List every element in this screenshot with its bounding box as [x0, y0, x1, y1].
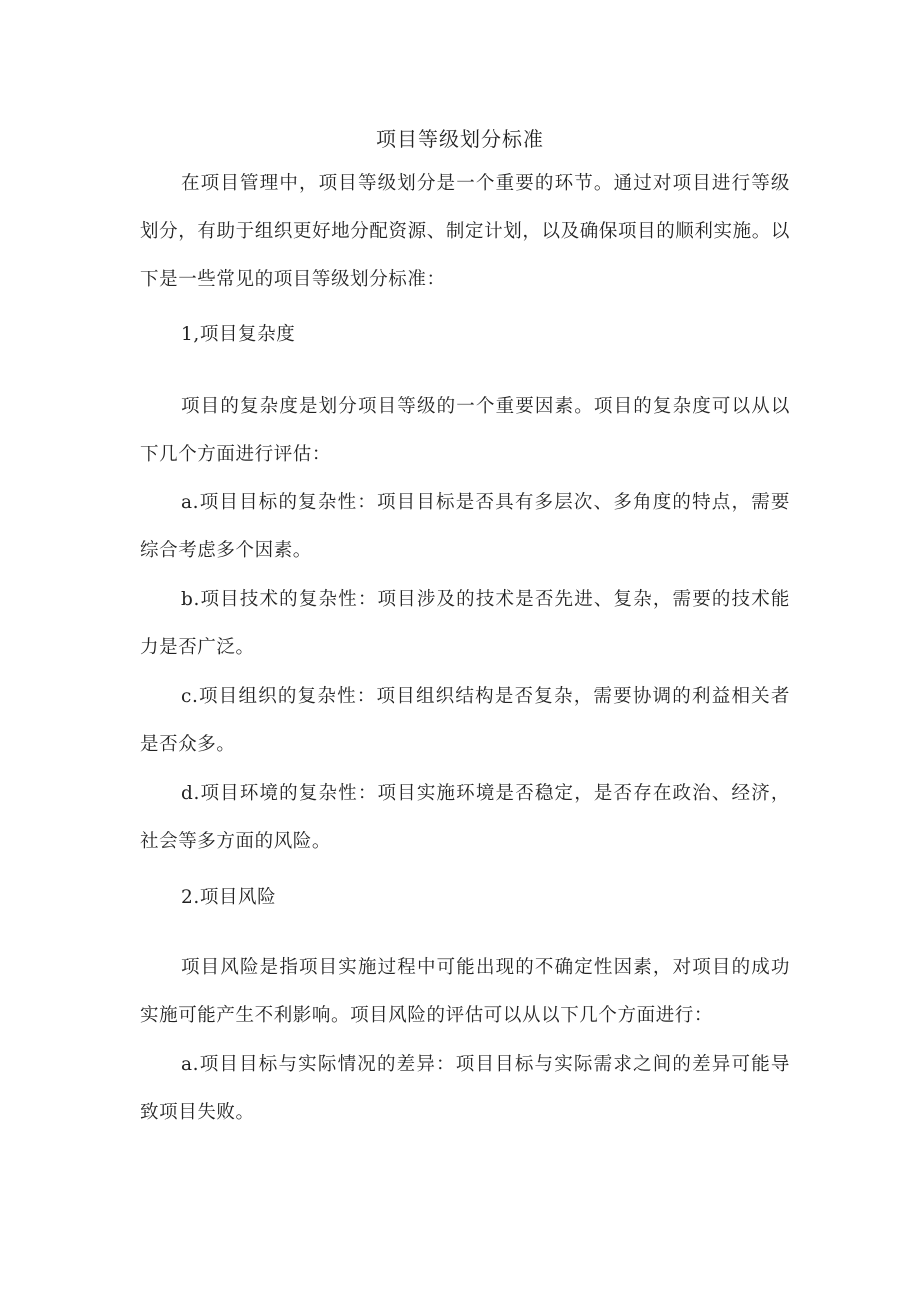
section-1-item-d: d.项目环境的复杂性：项目实施环境是否稳定，是否存在政治、经济，社会等多方面的风险。 [140, 783, 790, 852]
intro-paragraph: 在项目管理中，项目等级划分是一个重要的环节。通过对项目进行等级划分，有助于组织更好地分配资源、制定计划，以及确保项目的顺利实施。以下是一些常见的项目等级划分标准： [140, 173, 790, 290]
section-1-heading: 1,项目复杂度 [181, 324, 296, 345]
section-2-intro: 项目风险是指项目实施过程中可能出现的不确定性因素，对项目的成功实施可能产生不利影响。项目风险的评估可以从以下几个方面进行： [140, 957, 790, 1026]
section-2-heading: 2.项目风险 [181, 887, 277, 908]
document-title: 项目等级划分标准 [376, 127, 544, 151]
section-1-intro: 项目的复杂度是划分项目等级的一个重要因素。项目的复杂度可以从以下几个方面进行评估： [140, 396, 790, 465]
section-1-item-b: b.项目技术的复杂性：项目涉及的技术是否先进、复杂，需要的技术能力是否广泛。 [140, 589, 790, 658]
section-1-item-c: c.项目组织的复杂性：项目组织结构是否复杂，需要协调的利益相关者是否众多。 [140, 686, 790, 755]
section-2-item-a: a.项目目标与实际情况的差异：项目目标与实际需求之间的差异可能导致项目失败。 [140, 1054, 790, 1123]
section-1-item-a: a.项目目标的复杂性：项目目标是否具有多层次、多角度的特点，需要综合考虑多个因素。 [140, 492, 790, 561]
